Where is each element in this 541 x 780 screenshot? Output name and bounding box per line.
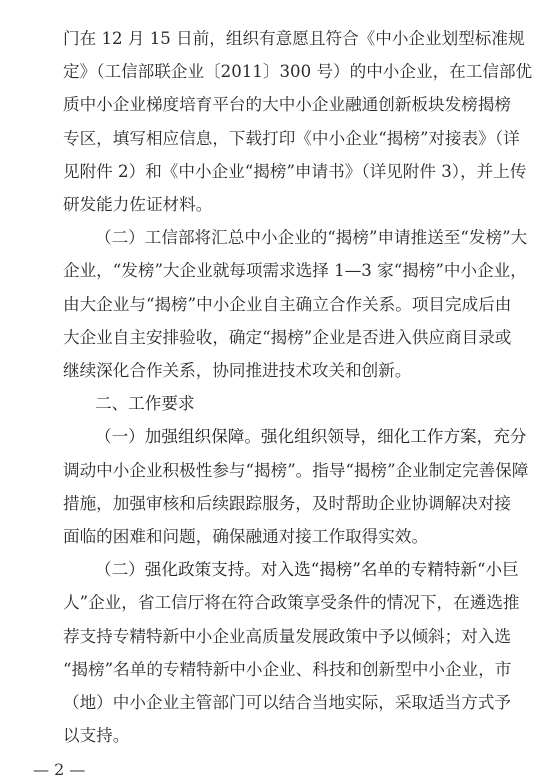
paragraph-4-line-2: 人”企业，省工信厅将在符合政策享受条件的情况下，在遴选推 bbox=[63, 593, 520, 613]
paragraph-2-line-2: 企业，“发榜”大企业就每项需求选择 1—3 家“揭榜”中小企业， bbox=[63, 261, 527, 281]
paragraph-2-line-5: 继续深化合作关系，协同推进技术攻关和创新。 bbox=[63, 361, 412, 380]
page-number: — 2 — bbox=[33, 760, 86, 780]
paragraph-1-line-1: 门在 12 月 15 日前，组织有意愿且符合《中小企业划型标准规 bbox=[63, 29, 525, 48]
paragraph-3-line-2: 调动中小企业积极性参与“揭榜”。指导“揭榜”企业制定完善保障 bbox=[63, 460, 529, 480]
paragraph-3-line-3: 措施，加强审核和后续跟踪服务，及时帮助企业协调解决对接 bbox=[63, 493, 512, 513]
paragraph-1-line-3: 质中小企业梯度培育平台的大中小企业融通创新板块发榜揭榜 bbox=[63, 95, 512, 115]
paragraph-2-line-3: 由大企业与“揭榜”中小企业自主确立合作关系。项目完成后由 bbox=[63, 294, 512, 314]
paragraph-2-line-4: 大企业自主安排验收，确定“揭榜”企业是否进入供应商目录或 bbox=[63, 327, 512, 347]
paragraph-1-line-6: 研发能力佐证材料。 bbox=[63, 195, 213, 214]
paragraph-1-line-4: 专区，填写相应信息，下载打印《中小企业“揭榜”对接表》（详 bbox=[63, 128, 520, 148]
paragraph-4-line-3: 荐支持专精特新中小企业高质量发展政策中予以倾斜；对入选 bbox=[63, 626, 512, 646]
paragraph-4-line-4: “揭榜”名单的专精特新中小企业、科技和创新型中小企业，市 bbox=[63, 659, 512, 679]
section-heading-work-requirements: 二、工作要求 bbox=[95, 394, 195, 414]
paragraph-4-line-5: （地）中小企业主管部门可以结合当地实际，采取适当方式予 bbox=[63, 693, 512, 712]
paragraph-1-line-5: 见附件 2）和《中小企业“揭榜”申请书》（详见附件 3），并上传 bbox=[63, 161, 527, 181]
paragraph-3-line-4: 面临的困难和问题，确保融通对接工作取得实效。 bbox=[63, 527, 429, 546]
paragraph-2-line-1: （二）工信部将汇总中小企业的“揭榜”申请推送至“发榜”大 bbox=[95, 228, 528, 248]
paragraph-1-line-2: 定》（工信部联企业〔2011〕300 号）的中小企业，在工信部优 bbox=[63, 62, 533, 82]
paragraph-3-line-1: （一）加强组织保障。强化组织领导，细化工作方案，充分 bbox=[95, 427, 527, 447]
paragraph-4-line-6: 以支持。 bbox=[63, 726, 130, 746]
paragraph-4-line-1: （二）强化政策支持。对入选“揭榜”名单的专精特新“小巨 bbox=[95, 560, 519, 580]
